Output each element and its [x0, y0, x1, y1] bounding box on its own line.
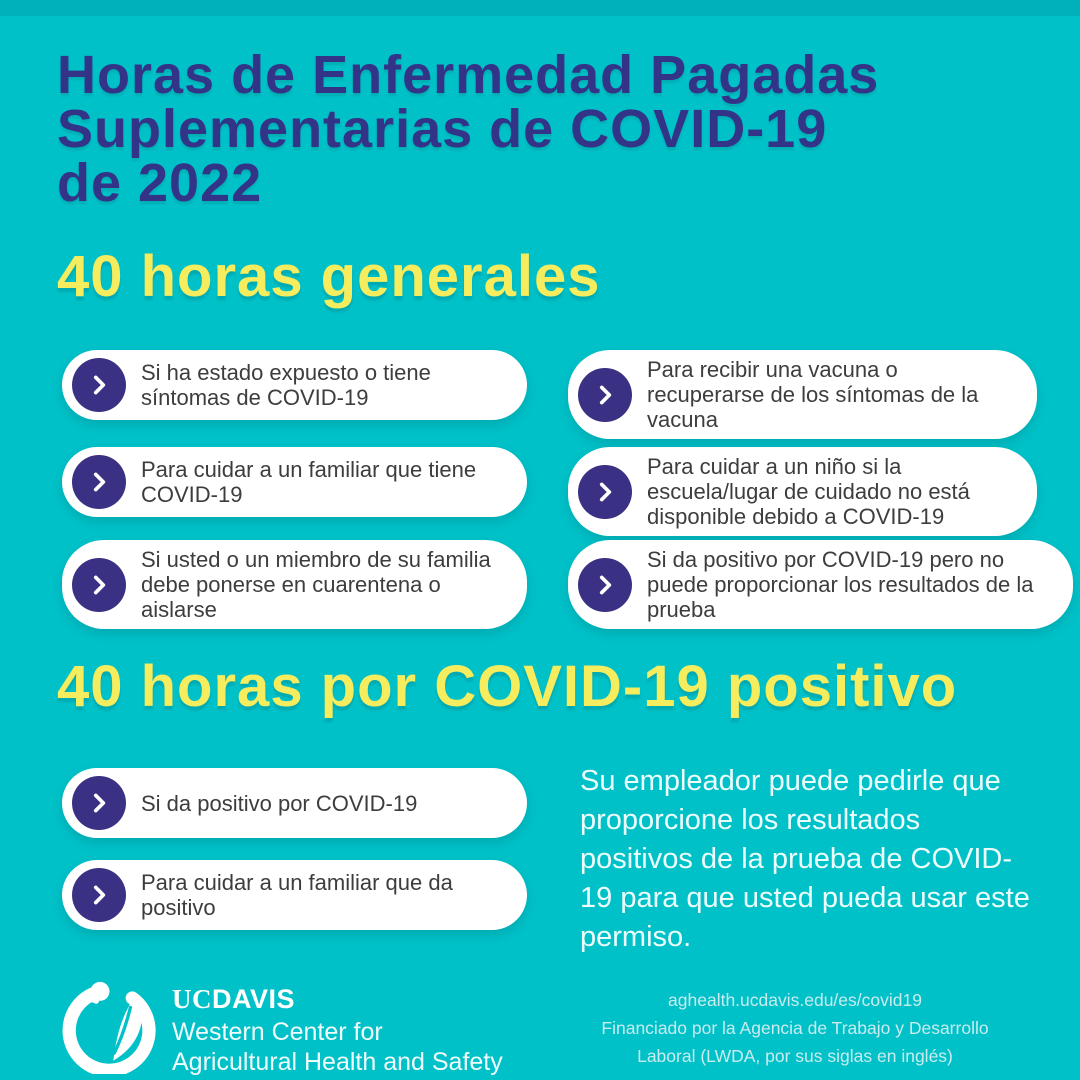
chevron-right-icon: [578, 558, 632, 612]
section-heading-positive: 40 horas por COVID-19 positivo: [57, 654, 958, 719]
org-name-line-1: Western Center for: [172, 1018, 383, 1046]
footer-info: [545, 986, 1045, 1070]
benefit-label: Para cuidar a un familiar que da positivo: [141, 870, 453, 920]
benefit-label: Para cuidar a un familiar que tiene COVID-19: [141, 457, 477, 507]
footer-brand: [172, 984, 503, 1077]
chevron-right-icon: [578, 465, 632, 519]
benefit-label: Si da positivo por COVID-19 pero no puede proporcionar los resultados de la prueba: [647, 547, 1034, 622]
chevron-right-icon: [72, 558, 126, 612]
funding-line-1: Financiado por la Agencia de Trabajo y Desarrollo: [601, 1018, 989, 1038]
ucdavis-wordmark: [172, 984, 503, 1014]
benefit-label: Para cuidar a un niño si la escuela/lugar de cuidado no está disponible debido a COVID-19: [647, 454, 970, 529]
chevron-right-icon: [72, 358, 126, 412]
title-line-3: de 2022: [57, 153, 263, 213]
benefit-label: Si usted o un miembro de su familia debe ponerse en cuarentena o aislarse: [141, 547, 491, 622]
section-heading-general: 40 horas generales: [57, 244, 601, 309]
benefit-pill: [568, 540, 1073, 629]
page-title: [57, 45, 880, 213]
benefit-pill: [62, 768, 527, 838]
chevron-right-icon: [578, 368, 632, 422]
davis-mark: DAVIS: [212, 984, 296, 1014]
wcahs-logo-icon: [62, 979, 157, 1074]
employer-note: Su empleador puede pedirle que proporcione los resultados positivos de la prueba de COVID-19 para que usted pueda usar este permiso.: [580, 765, 1030, 953]
org-name-line-2: Agricultural Health and Safety: [172, 1048, 503, 1076]
uc-mark: UC: [172, 984, 212, 1014]
chevron-right-icon: [72, 776, 126, 830]
benefit-pill: [568, 447, 1037, 536]
chevron-right-icon: [72, 455, 126, 509]
title-line-1: Horas de Enfermedad Pagadas: [57, 45, 880, 105]
benefit-pill: [62, 447, 527, 517]
benefit-label: Si ha estado expuesto o tiene síntomas de COVID-19: [141, 360, 431, 410]
website-link[interactable]: aghealth.ucdavis.edu/es/covid19: [668, 990, 922, 1010]
benefit-pill: [62, 540, 527, 629]
chevron-right-icon: [72, 868, 126, 922]
benefit-pill: [62, 350, 527, 420]
benefit-pill: [62, 860, 527, 930]
benefit-pill: [568, 350, 1037, 439]
top-border-band: [0, 0, 1080, 16]
benefit-label: Si da positivo por COVID-19: [141, 790, 418, 816]
title-line-2: Suplementarias de COVID-19: [57, 99, 828, 159]
funding-line-2: Laboral (LWDA, por sus siglas en inglés): [637, 1046, 953, 1066]
benefit-label: Para recibir una vacuna o recuperarse de los síntomas de la vacuna: [647, 357, 979, 432]
